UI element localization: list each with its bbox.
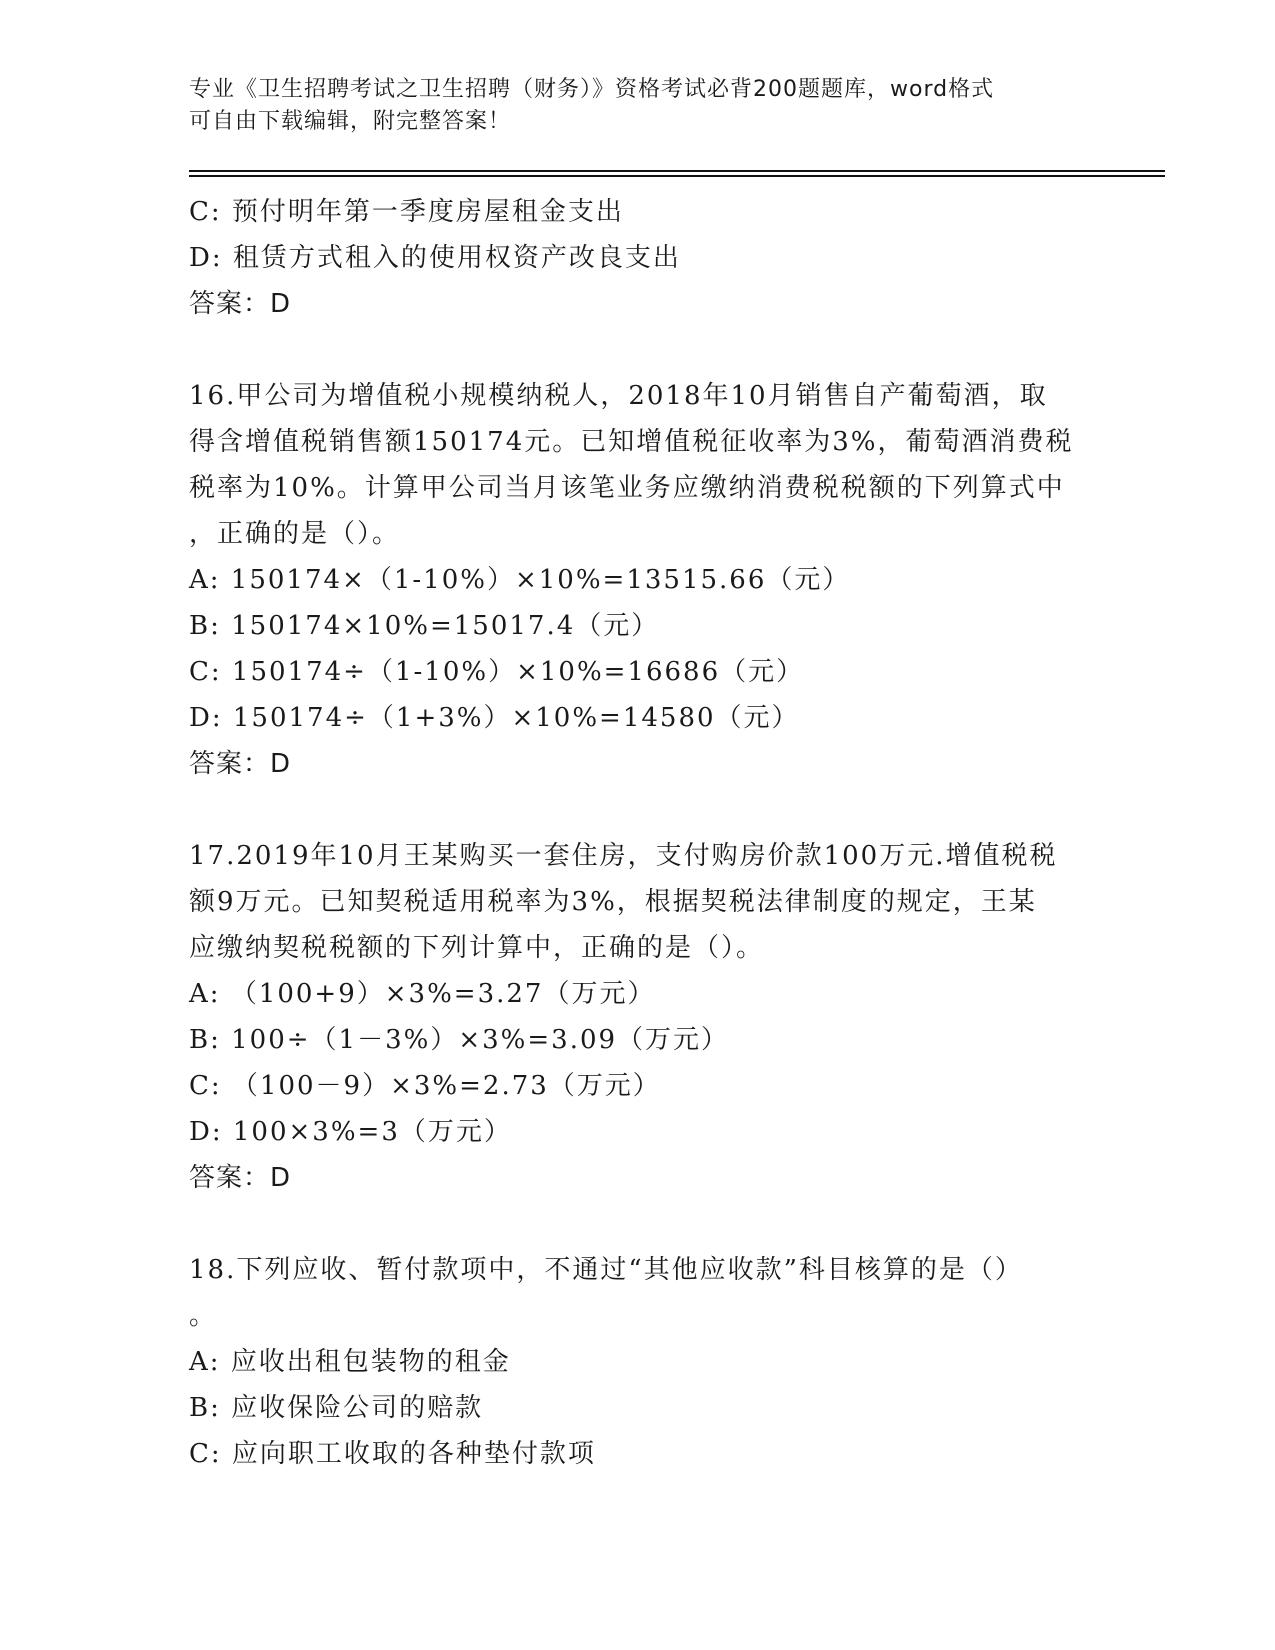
question-text-line-3: 应缴纳契税税额的下列计算中，正确的是（）。 [189, 933, 765, 963]
question-15-tail [189, 189, 1089, 327]
option-c: C: 应向职工收取的各种垫付款项 [189, 1439, 596, 1469]
spacer [189, 1201, 1089, 1247]
question-17 [189, 833, 1089, 1201]
question-16 [189, 373, 1089, 787]
option-a: A: （100+9）×3%=3.27（万元） [189, 979, 656, 1009]
option-c: C: （100－9）×3%=2.73（万元） [189, 1071, 661, 1101]
question-text-line-4: ，正确的是（）。 [189, 519, 401, 549]
option-c: C: 预付明年第一季度房屋租金支出 [189, 197, 624, 227]
spacer [189, 787, 1089, 833]
document-header [189, 74, 1089, 138]
question-text-line-3: 税率为10%。计算甲公司当月该笔业务应缴纳消费税税额的下列算式中 [189, 473, 1065, 503]
option-a: A: 150174×（1-10%）×10%=13515.66（元） [189, 565, 851, 595]
spacer [189, 327, 1089, 373]
option-d: D: 100×3%=3（万元） [189, 1117, 512, 1147]
question-text-line-1: 17.2019年10月王某购买一套住房，支付购房价款100万元.增值税税 [189, 841, 1058, 871]
answer-line: 答案：D [189, 1163, 292, 1193]
header-rule-top [189, 170, 1165, 172]
option-b: B: 150174×10%=15017.4（元） [189, 611, 660, 641]
option-d: D: 租赁方式租入的使用权资产改良支出 [189, 243, 681, 273]
answer-line: 答案：D [189, 289, 292, 319]
header-rule-bottom [189, 175, 1165, 177]
question-text-line-2: 额9万元。已知契税适用税率为3%，根据契税法律制度的规定，王某 [189, 887, 1037, 917]
question-18 [189, 1247, 1089, 1477]
question-content [189, 189, 1089, 1477]
answer-line: 答案：D [189, 749, 292, 779]
question-text-line-1: 16.甲公司为增值税小规模纳税人，2018年10月销售自产葡萄酒，取 [189, 381, 1048, 411]
question-text-line-2: 得含增值税销售额150174元。已知增值税征收率为3%，葡萄酒消费税 [189, 427, 1074, 457]
header-line-1: 专业《卫生招聘考试之卫生招聘（财务）》资格考试必背200题题库，word格式 [189, 77, 995, 102]
header-line-2: 可自由下载编辑，附完整答案！ [189, 109, 512, 134]
option-d: D: 150174÷（1+3%）×10%=14580（元） [189, 703, 800, 733]
option-b: B: 100÷（1－3%）×3%=3.09（万元） [189, 1025, 730, 1055]
option-c: C: 150174÷（1-10%）×10%=16686（元） [189, 657, 805, 687]
option-b: B: 应收保险公司的赔款 [189, 1393, 484, 1423]
question-text-line-2: 。 [189, 1301, 218, 1331]
option-a: A: 应收出租包装物的租金 [189, 1347, 511, 1377]
question-text-line-1: 18.下列应收、暂付款项中，不通过“其他应收款”科目核算的是（） [189, 1255, 1023, 1285]
